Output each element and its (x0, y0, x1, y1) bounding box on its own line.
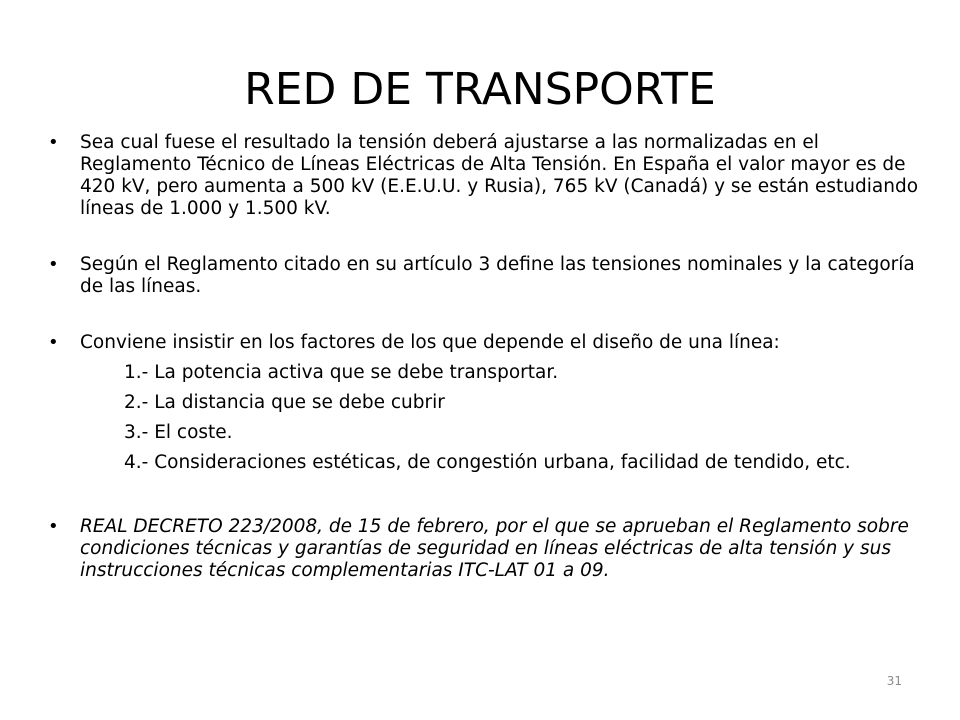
bullet-dot-icon: • (48, 254, 59, 275)
bullet-text: Conviene insistir en los factores de los que depende el diseño de una línea: (80, 332, 780, 353)
bullet-text: Según el Reglamento citado en su artículo 3 define las tensiones nominales y la categoría de las líneas. (80, 254, 915, 297)
bullet-item (48, 254, 928, 298)
factor-item: 2.- La distancia que se debe cubrir (124, 392, 445, 413)
bullet-item (48, 516, 928, 582)
page-number: 31 (886, 674, 902, 688)
bullet-dot-icon: • (48, 516, 59, 537)
bullet-list (48, 132, 928, 582)
factor-item: 4.- Consideraciones estéticas, de congestión urbana, facilidad de tendido, etc. (124, 452, 851, 473)
factor-item: 3.- El coste. (124, 422, 233, 443)
bullet-text: REAL DECRETO 223/2008, de 15 de febrero, por el que se aprueban el Reglamento sobre condiciones técnicas y garantías de seguridad en líneas eléctricas de alta tensión y sus instrucciones técnicas complementarias ITC-LAT 01 a 09. (80, 516, 909, 581)
bullet-item (48, 332, 928, 474)
bullet-text: Sea cual fuese el resultado la tensión deberá ajustarse a las normalizadas en el Reglamento Técnico de Líneas Eléctricas de Alta Tensión. En España el valor mayor es de 420 kV, pero aumenta a 500 kV (E.E.U.U. y Rusia), 765 kV (Canadá) y se están estudiando líneas de 1.000 y 1.500 kV. (80, 132, 919, 219)
bullet-dot-icon: • (48, 332, 59, 353)
slide-title: RED DE TRANSPORTE (244, 64, 716, 115)
factor-list (80, 362, 928, 474)
bullet-dot-icon: • (48, 132, 59, 153)
bullet-item (48, 132, 928, 220)
factor-item: 1.- La potencia activa que se debe transportar. (124, 362, 559, 383)
